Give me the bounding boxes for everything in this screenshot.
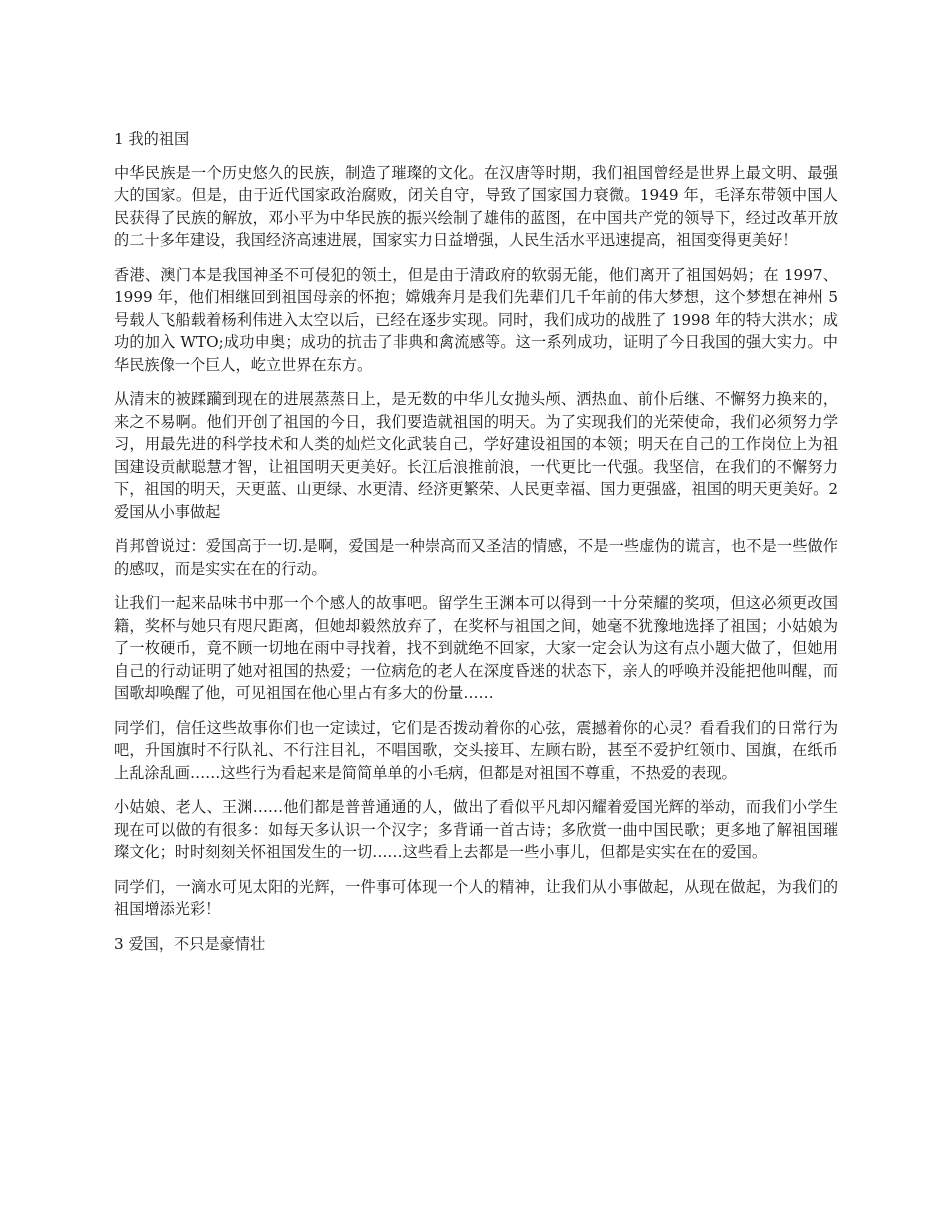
section-heading-1: 1 我的祖国 — [114, 130, 190, 148]
section-heading-3: 3 爱国，不只是豪情壮 — [114, 934, 266, 953]
paragraph-chopin-quote: 肖邦曾说过：爱国高于一切.是啊，爱国是一种崇高而又圣洁的情感，不是一些虚伪的谎言，也不是一些做作的感叹，而是实实在在的行动。 — [114, 537, 838, 578]
paragraph-daily-behavior: 同学们，信任这些故事你们也一定读过，它们是否拨动着你的心弦，震撼着你的心灵？看看我们的日常行为吧，升国旗时不行队礼、不行注目礼，不唱国歌，交头接耳、左顾右盼，甚至不爱护红领巾、国旗，在纸币上乱涂乱画……这些行为看起来是简简单单的小毛病，但都是对祖国不尊重，不热爱的表现。 — [114, 718, 838, 782]
paragraph-call-to-action: 同学们，一滴水可见太阳的光辉，一件事可体现一个人的精神，让我们从小事做起，从现在做起，为我们的祖国增添光彩！ — [114, 877, 838, 918]
paragraph-mission: 从清末的被蹂躏到现在的进展蒸蒸日上，是无数的中华儿女抛头颅、洒热血、前仆后继、不懈努力换来的，来之不易啊。他们开创了祖国的今日，我们要造就祖国的明天。为了实现我们的光荣使命，我们必须努力学习，用最先进的科学技术和人类的灿烂文化武装自己，学好建设祖国的本领；明天在自己的工作岗位上为祖国建设贡献聪慧才智，让祖国明天更美好。长江后浪推前浪，一代更比一代强。我坚信，在我们的不懈努力下，祖国的明天，天更蓝、山更绿、水更清、经济更繁荣、人民更幸福、国力更强盛，祖国的明天更美好。2 爱国从小事做起 — [114, 390, 838, 521]
document-body — [114, 128, 838, 966]
paragraph-stories: 让我们一起来品味书中那一个个感人的故事吧。留学生王渊本可以得到一十分荣耀的奖项，但这必须更改国籍，奖杯与她只有咫尺距离，但她却毅然放弃了，在奖杯与祖国之间，她毫不犹豫地选择了祖国；小姑娘为了一枚硬币，竟不顾一切地在雨中寻找着，找不到就绝不回家，大家一定会认为这有点小题大做了，但她用自己的行动证明了她对祖国的热爱；一位病危的老人在深度昏迷的状态下，亲人的呼唤并没能把他叫醒，而国歌却唤醒了他，可见祖国在他心里占有多大的份量…… — [114, 594, 838, 702]
paragraph-small-things: 小姑娘、老人、王渊……他们都是普普通通的人，做出了看似平凡却闪耀着爱国光辉的举动，而我们小学生现在可以做的有很多：如每天多认识一个汉字；多背诵一首古诗；多欣赏一曲中国民歌；更多地了解祖国璀璨文化；时时刻刻关怀祖国发生的一切……这些看上去都是一些小事儿，但都是实实在在的爱国。 — [114, 798, 838, 861]
paragraph-achievements: 香港、澳门本是我国神圣不可侵犯的领土，但是由于清政府的软弱无能，他们离开了祖国妈妈；在 1997、1999 年，他们相继回到祖国母亲的怀抱；嫦娥奔月是我们先辈们几千年前的伟大梦想，这个梦想在神州 5 号载人飞船载着杨利伟进入太空以后，已经在逐步实现。同时，我们成功的战胜了 1998 年的特大洪水；成功的加入 WTO;成功申奥；成功的抗击了非典和禽流感等。这一系列成功，证明了今日我国的强大实力。中华民族像一个巨人，屹立世界在东方。 — [114, 265, 838, 374]
paragraph-history: 中华民族是一个历史悠久的民族，制造了璀璨的文化。在汉唐等时期，我们祖国曾经是世界上最文明、最强大的国家。但是，由于近代国家政治腐败，闭关自守，导致了国家国力衰微。1949 年，毛泽东带领中国人民获得了民族的解放，邓小平为中华民族的振兴绘制了雄伟的蓝图，在中国共产党的领导下，经过改革开放的二十多年建设，我国经济高速进展，国家实力日益增强，人民生活水平迅速提高，祖国变得更美好！ — [114, 163, 838, 249]
